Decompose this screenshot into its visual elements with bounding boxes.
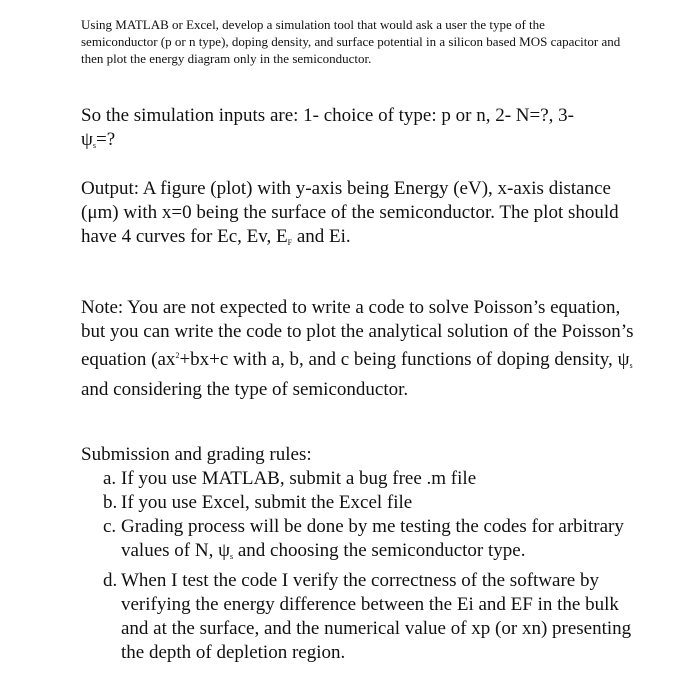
list-item: [81, 467, 641, 491]
list-marker: d.: [103, 570, 118, 591]
list-item-text: Grading process will be done by me testing the codes for arbitrary values of N,: [121, 516, 624, 561]
list-item: [81, 515, 641, 569]
psi-symbol: ψ: [218, 540, 230, 561]
list-item: [81, 491, 641, 515]
note-text-2: +bx+c with a, b, and c being functions of doping density,: [179, 349, 618, 370]
rules-heading: Submission and grading rules:: [81, 444, 312, 465]
list-marker: b.: [103, 492, 118, 513]
output-text-1: Output: A figure (plot) with y-axis being Energy (eV), x-axis distance (μm) with x=0 being the surface of the semiconductor. The plot should have 4 curves for Ec, Ev, E: [81, 178, 619, 247]
psi-symbol: ψ: [81, 129, 93, 150]
note-paragraph: [81, 296, 641, 402]
output-paragraph: [81, 177, 641, 255]
rules-section: [81, 443, 641, 665]
list-marker: c.: [103, 516, 117, 537]
psi-subscript: s: [230, 552, 234, 561]
note-superscript: 2: [175, 351, 180, 360]
list-marker: a.: [103, 468, 117, 489]
list-item-text: If you use MATLAB, submit a bug free .m file: [121, 468, 477, 489]
inputs-line-1: So the simulation inputs are: 1- choice of type: p or n, 2- N=?, 3-: [81, 105, 574, 126]
ef-subscript: F: [287, 238, 293, 247]
list-item-text: When I test the code I verify the correctness of the software by verifying the energy difference between the Ei and EF in the bulk and at the surface, and the numerical value of xp (or xn) presenting the depth of depletion region.: [121, 570, 632, 663]
note-text-1: Note: You are not expected to write a code to solve Poisson’s equation, but you can write the code to plot the analytical solution of the Poisson’s equation (ax: [81, 297, 634, 370]
list-item-text: If you use Excel, submit the Excel file: [121, 492, 413, 513]
psi-symbol: ψ: [617, 349, 630, 370]
inputs-paragraph: [81, 104, 641, 158]
psi-subscript: s: [92, 141, 97, 150]
list-item-text: and choosing the semiconductor type.: [233, 540, 526, 561]
rules-list: [81, 467, 641, 665]
list-item: [81, 569, 641, 665]
inputs-line-2-end: =?: [96, 129, 116, 150]
intro-paragraph: Using MATLAB or Excel, develop a simulation tool that would ask a user the type of the semiconductor (p or n type), doping density, and surface potential in a silicon based MOS capacitor and then plot the energy diagram only in the semiconductor.: [81, 17, 621, 66]
note-text-3: and considering the type of semiconductor.: [81, 379, 409, 400]
psi-subscript: s: [629, 361, 633, 370]
output-text-2: and Ei.: [292, 226, 351, 247]
